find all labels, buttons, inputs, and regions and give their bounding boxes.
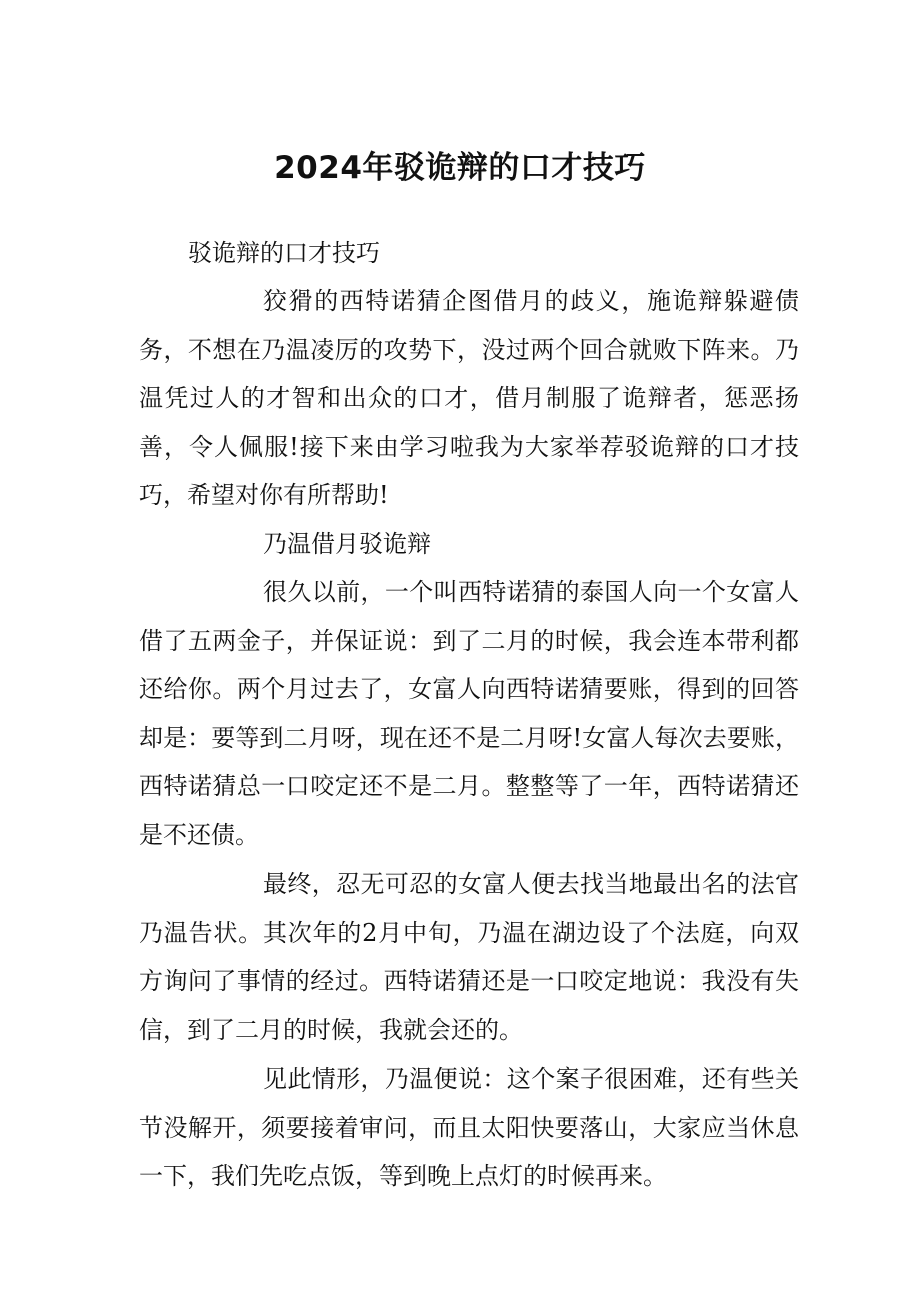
section-heading: 乃温借月驳诡辩 [263, 530, 431, 558]
document-title: 2024年驳诡辩的口才技巧 [274, 150, 646, 186]
paragraph-intro: 狡猾的西特诺猜企图借月的歧义，施诡辩躲避债务，不想在乃温凌厉的攻势下，没过两个回合就败下阵来。乃温凭过人的才智和出众的口才，借月制服了诡辩者，惩恶扬善，令人佩服!接下来由学习啦我为大家举荐驳诡辩的口才技巧，希望对你有所帮助! [139, 287, 799, 509]
paragraph-story-2: 最终，忍无可忍的女富人便去找当地最出名的法官乃温告状。其次年的2月中旬，乃温在湖边设了个法庭，向双方询问了事情的经过。西特诺猜还是一口咬定地说：我没有失信，到了二月的时候，我就会还的。 [139, 870, 799, 1044]
document-subtitle: 驳诡辩的口才技巧 [188, 239, 380, 267]
paragraph-story-3: 见此情形，乃温便说：这个案子很困难，还有些关节没解开，须要接着审问，而且太阳快要落山，大家应当休息一下，我们先吃点饭，等到晚上点灯的时候再来。 [139, 1065, 799, 1190]
paragraph-story-1: 很久以前，一个叫西特诺猜的泰国人向一个女富人借了五两金子，并保证说：到了二月的时候，我会连本带利都还给你。两个月过去了，女富人向西特诺猜要账，得到的回答却是：要等到二月呀，现在还不是二月呀!女富人每次去要账，西特诺猜总一口咬定还不是二月。整整等了一年，西特诺猜还是不还债。 [139, 578, 799, 849]
